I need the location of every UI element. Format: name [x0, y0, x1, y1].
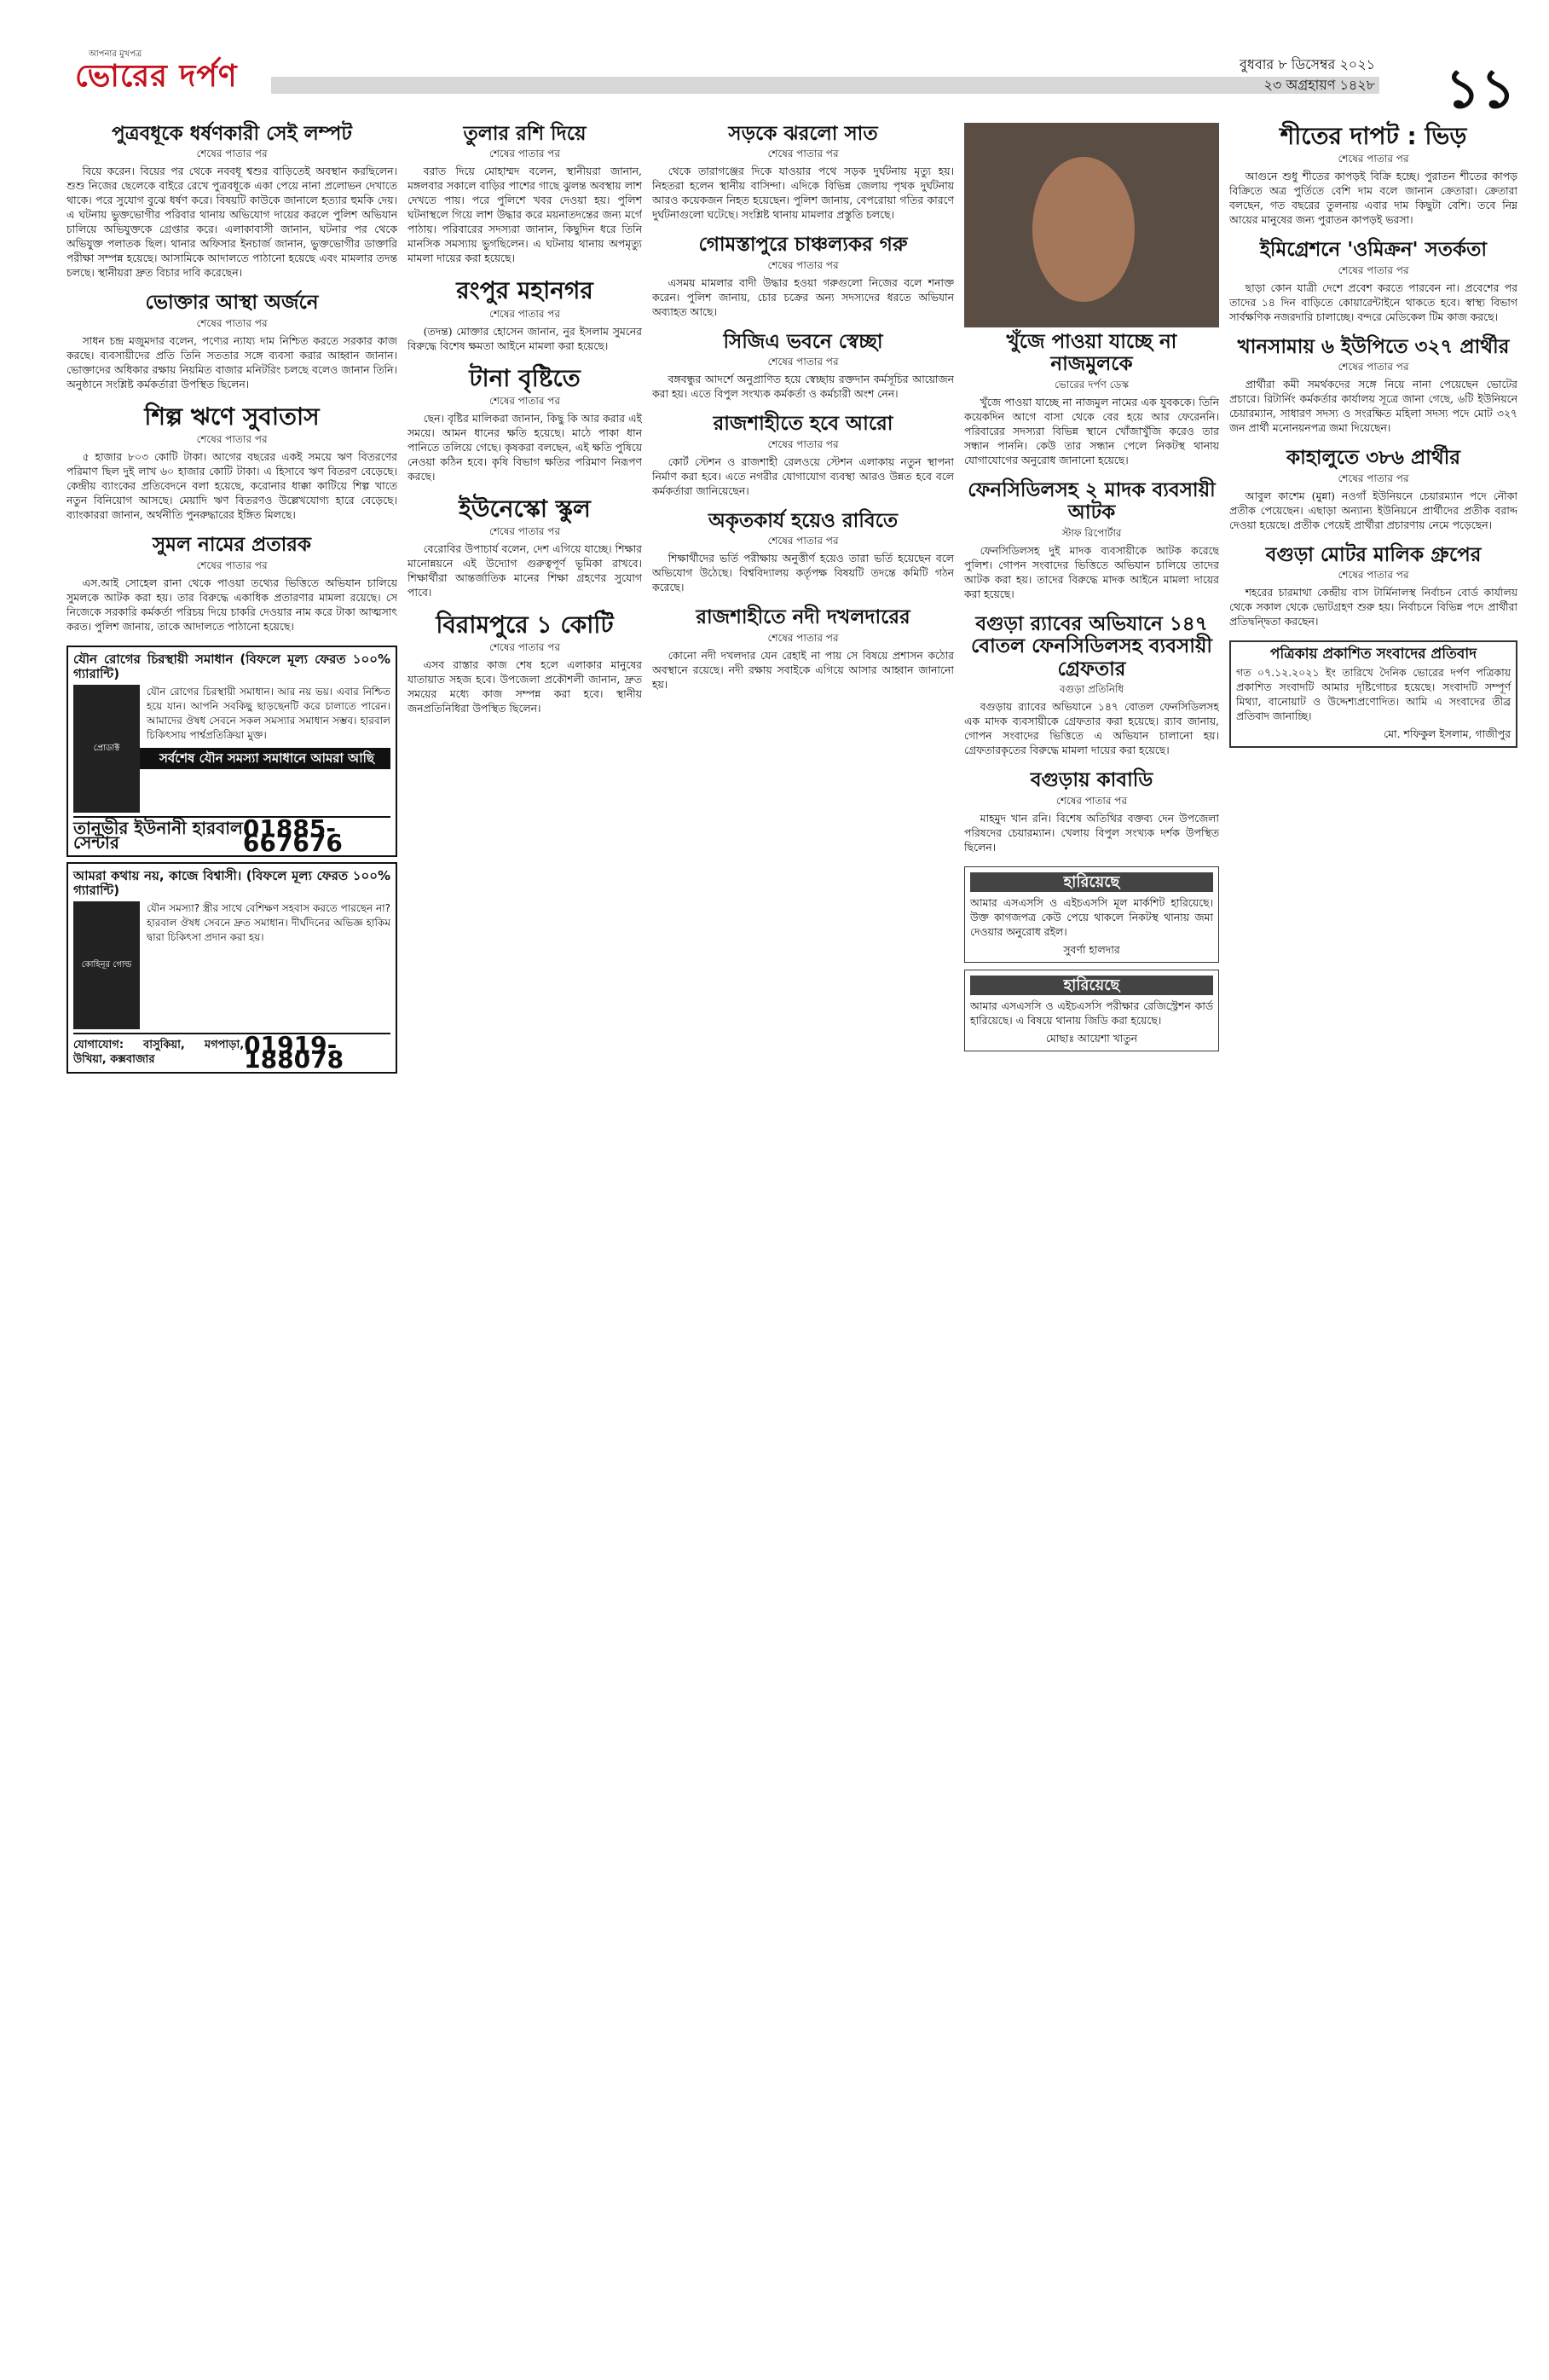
article-title: সুমল নামের প্রতারক	[152, 534, 312, 557]
protest-notice-body: গত ০৭.১২.২০২১ ইং তারিখে দৈনিক ভোরের দর্পণ পত্রিকায় প্রকাশিত সংবাদটি আমার দৃষ্টিগোচর হয়েছে। সংবাদটি সম্পূর্ণ মিথ্যা, বানোয়াট ও উদ্দেশ্যপ্রণোদিত। আমি এ সংবাদের তীব্র প্রতিবাদ জানাচ্ছি।	[1236, 665, 1511, 722]
ad-headline: আমরা কথায় নয়, কাজে বিশ্বাসী। (বিফলে মূল্য ফেরত ১০০% গ্যারান্টি)	[73, 867, 390, 898]
article	[652, 331, 954, 401]
article-title: ইউনেস্কো স্কুল	[459, 494, 591, 523]
article-title: গোমস্তাপুরে চাঞ্চল্যকর গরু	[698, 234, 908, 257]
ad-business-name: তানভীর ইউনানী হারবাল সেন্টার	[73, 817, 243, 853]
column-5	[1229, 119, 1517, 748]
article-title: খানসামায় ৬ ইউপিতে ৩২৭ প্রার্থীর	[1237, 335, 1510, 358]
issue-date-bangla: ২৩ অগ্রহায়ণ ১৪২৮	[1263, 77, 1375, 93]
article	[964, 479, 1219, 601]
column-1	[66, 119, 397, 1079]
article-title: ইমিগ্রেশনে 'ওমিক্রন' সতর্কতা	[1259, 239, 1488, 262]
article-body: শিক্ষার্থীদের ভর্তি পরীক্ষায় অনুত্তীর্ণ হয়েও তারা ভর্তি হয়েছেন বলে অভিযোগ উঠেছে। বিশ্ববিদ্যালয় কর্তৃপক্ষ বিষয়টি তদন্তে কমিটি গঠন করেছে।	[652, 552, 954, 594]
article-sub: শেষের পাতার পর	[1055, 794, 1128, 807]
person-photo	[964, 123, 1219, 327]
article-sub: শেষের পাতার পর	[196, 559, 268, 571]
lost-notice-signer: মোছাঃ আয়েশা খাতুন	[1045, 1031, 1138, 1045]
article	[1229, 544, 1517, 628]
article-body: থেকে তারাগঞ্জের দিকে যাওয়ার পথে সড়ক দুর্ঘটনায় মৃত্যু হয়। নিহতরা হলেন স্থানীয় বাসিন্দা। এদিকে বিভিন্ন জেলায় পৃথক দুর্ঘটনায় আরও কয়েকজন নিহত হয়েছেন। পুলিশ জানায়, বেপরোয়া গতির কারণে দুর্ঘটনাগুলো ঘটেছে। সংশ্লিষ্ট থানায় মামলার প্রস্তুতি চলছে।	[652, 165, 954, 222]
lost-notice-signer: সুবর্ণা হালদার	[1063, 942, 1120, 956]
article-sub: শেষের পাতার পর	[767, 258, 839, 271]
article-sub: শেষের পাতার পর	[767, 437, 839, 450]
article	[1229, 239, 1517, 323]
ad-bar: সর্বশেষ যৌন সমস্যা সমাধানে আমরা আছি	[73, 748, 390, 769]
column-3	[652, 119, 954, 704]
newspaper-logo	[66, 49, 246, 104]
article-body: ৫ হাজার ৮০৩ কোটি টাকা। আগের বছরের একই সময়ে ঋণ বিতরণের পরিমাণ ছিল দুই লাখ ৬০ হাজার কোটি টাকা। এ হিসাবে ঋণ বিতরণ বেড়েছে। কেন্দ্রীয় ব্যাংকের প্রতিবেদনে বলা হয়েছে, করোনার ধাক্কা কাটিয়ে শিল্প খাতে নতুন বিনিয়োগ আসছে। মেয়াদি ঋণ বিতরণও উল্লেখযোগ্য হারে বেড়েছে। ব্যাংকাররা জানান, অর্থনীতি পুনরুদ্ধারের ইঙ্গিত মিলছে।	[66, 450, 397, 522]
article-body: (তদন্ত) মোক্তার হোসেন জানান, নুর ইসলাম সুমনের বিরুদ্ধে বিশেষ ক্ষমতা আইনে মামলা করা হয়েছে।	[407, 324, 642, 352]
article-sub: শেষের পাতার পর	[767, 356, 839, 368]
advertisement	[66, 646, 397, 857]
article-title: বগুড়া র‍্যাবের অভিযানে ১৪৭ বোতল ফেনসিডিলসহ ব্যবসায়ী গ্রেফতার	[970, 612, 1213, 680]
photo-face	[1032, 157, 1135, 302]
article	[407, 123, 642, 265]
article	[652, 606, 954, 691]
article-title: পুত্রবধূকে ধর্ষণকারী সেই লম্পট	[112, 123, 352, 145]
ad-body: যৌন সমস্যা? স্ত্রীর সাথে বেশিক্ষণ সহবাস করতে পারছেন না? হারবাল ঔষধ সেবনে দ্রুত সমাধান। দীর্ঘদিনের অভিজ্ঞ হাকিম দ্বারা চিকিৎসা প্রদান করা হয়।	[147, 901, 390, 943]
article-title: তুলার রশি দিয়ে	[463, 123, 587, 145]
article	[407, 277, 642, 352]
article-body: বিয়ে করেন। বিয়ের পর থেকে নববধূ শ্বশুর বাড়িতেই অবস্থান করছিলেন। শুশু নিজের ছেলেকে বাইরে রেখে পুত্রবধূকে একা পেয়ে নানা প্রলোভন দেখাতে থাকে। পরে সুযোগ বুঝে ধর্ষণ করে। বিষয়টি কাউকে জানালে হত্যার হুমকি দেয়। এ ঘটনায় ভুক্তভোগীর পরিবার থানায় অভিযোগ দায়ের করলে পুলিশ অভিযান চালিয়ে অভিযুক্তকে গ্রেপ্তার করে। এলাকাবাসী জানান, ঘটনার পর থেকে অভিযুক্ত পলাতক ছিল। থানার অফিসার ইনচার্জ জানান, ভুক্তভোগীর ডাক্তারি পরীক্ষা সম্পন্ন হয়েছে। আসামিকে আদালতে পাঠানো হয়েছে এবং মামলার তদন্ত চলছে। স্থানীয়রা দ্রুত বিচার দাবি করেছেন।	[66, 165, 397, 280]
article	[407, 611, 642, 715]
article-body: ছেন। বৃষ্টির মালিকরা জানান, কিছু কি আর করার এই সময়ে। আমন ধানের ক্ষতি হয়েছে। মাঠে পাকা ধান পানিতে তলিয়ে গেছে। কৃষকরা বলছেন, এই ক্ষতি পুষিয়ে নেওয়া কঠিন হবে। কৃষি বিভাগ ক্ষতির পরিমাণ নিরূপণ করছে।	[407, 411, 642, 483]
lost-notice	[964, 866, 1219, 963]
issue-date-gregorian: বুধবার ৮ ডিসেম্বর ২০২১	[1239, 56, 1375, 72]
article-sub: স্টাফ রিপোর্টার	[1061, 526, 1122, 539]
advertisement	[66, 862, 397, 1074]
article-sub: শেষের পাতার পর	[488, 394, 561, 407]
article	[964, 331, 1219, 467]
protest-notice-title: পত্রিকায় প্রকাশিত সংবাদের প্রতিবাদ	[1269, 645, 1477, 663]
article-title: রংপুর মহানগর	[456, 276, 593, 305]
article	[66, 292, 397, 391]
article-sub: ভোরের দর্পণ ডেস্ক	[1055, 378, 1129, 391]
masthead	[66, 49, 1516, 121]
header-divider	[271, 77, 1379, 94]
article-sub: শেষের পাতার পর	[488, 148, 561, 160]
ad-phone: 01885-667676	[242, 814, 343, 857]
article-sub: শেষের পাতার পর	[1338, 472, 1409, 484]
article-title: বগুড়ায় কাবাডি	[1030, 769, 1153, 792]
article-sub: শেষের পাতার পর	[488, 307, 561, 320]
lost-notice-body: আমার এসএসসি ও এইচএসসি পরীক্ষার রেজিস্ট্রেশন কার্ড হারিয়েছে। এ বিষয়ে থানায় জিডি করা হয়েছে।	[970, 999, 1213, 1027]
article-body: এস.আই সোহেল রানা থেকে পাওয়া তথ্যের ভিত্তিতে অভিযান চালিয়ে সুমলকে আটক করা হয়। তার বিরুদ্ধে একাধিক প্রতারণার মামলা রয়েছে। সে নিজেকে সরকারি কর্মকর্তা পরিচয় দিয়ে চাকরি দেওয়ার নাম করে টাকা আত্মসাৎ করত। পুলিশ জানায়, তাকে আদালতে পাঠানো হয়েছে।	[66, 576, 397, 633]
protest-notice-signer: মো. শফিকুল ইসলাম, গাজীপুর	[1384, 727, 1511, 740]
ad-phone: 01919-188078	[244, 1030, 344, 1074]
article	[66, 534, 397, 633]
article-body: আগুনে শুধু শীতের কাপড়ই বিক্রি হচ্ছে। পুরাতন শীতের কাপড় বিক্রিতে অত্র পুর্তিতে বেশি দাম বলে জানান ক্রেতারা। ক্রেতারা বলছেন, গত বছরের তুলনায় এবার দাম কিছুটা বেশি। তবে নিম্ন আয়ের মানুষের জন্য পুরাতন কাপড়ই ভরসা।	[1229, 170, 1517, 227]
article-body: আবুল কাশেম (মুন্না) নওগাঁ ইউনিয়নে চেয়ারম্যান পদে নৌকা প্রতীক পেয়েছেন। এছাড়া অন্যান্য ইউনিয়নে প্রার্থীদের প্রতীক বরাদ্দ দেওয়া হয়েছে। প্রতীক পেয়েই প্রার্থীরা প্রচারণায় নেমে পড়েছেন।	[1229, 489, 1517, 531]
article	[1229, 123, 1517, 227]
article-sub: শেষের পাতার পর	[488, 525, 561, 537]
column-2	[407, 119, 642, 727]
article-title: রাজশাহীতে হবে আরো	[713, 413, 893, 436]
lost-notice-body: আমার এসএসসি ও এইচএসসি মূল মার্কশিট হারিয়েছে। উক্ত কাগজপত্র কেউ পেয়ে থাকলে নিকটস্থ থানায় জমা দেওয়ার অনুরোধ রইল।	[970, 895, 1213, 938]
article-sub: শেষের পাতার পর	[1338, 361, 1409, 374]
article-body: কোর্ট স্টেশন ও রাজশাহী রেলওয়ে স্টেশন এলাকায় নতুন স্থাপনা নির্মাণ করা হবে। এতে নগরীর যোগাযোগ ব্যবস্থা আরও উন্নত হবে বলে কর্মকর্তারা জানিয়েছেন।	[652, 455, 954, 497]
article-body: এসব রাস্তার কাজ শেষ হলে এলাকার মানুষের যাতায়াত সহজ হবে। উপজেলা প্রকৌশলী জানান, দ্রুত সময়ের মধ্যে কাজ সম্পন্ন করা হবে। স্থানীয় জনপ্রতিনিধিরা উপস্থিত ছিলেন।	[407, 658, 642, 715]
article-title: শিল্প ঋণে সুবাতাস	[144, 402, 320, 431]
article-title: রাজশাহীতে নদী দখলদারের	[696, 606, 910, 629]
article	[964, 613, 1219, 757]
article	[652, 510, 954, 594]
ad-product-image: কোহিনূর গোল্ড	[73, 901, 140, 1029]
article-title: বগুড়া মোটর মালিক গ্রুপের	[1265, 543, 1482, 566]
article	[652, 234, 954, 318]
ad-body: যৌন রোগের চিরস্থায়ী সমাধান। আর নয় ভয়। এবার নিশ্চিত হয়ে যান। আপনি সবকিছু ছাড়ছেনটি করে চালাতে পারেন। আমাদের ঔষধ সেবনে সকল সমস্যার সমাধান সম্ভব। হারবাল চিকিৎসায় পার্শ্বপ্রতিক্রিয়া মুক্ত।	[147, 685, 390, 741]
article-sub: শেষের পাতার পর	[767, 631, 839, 644]
article-title: ভোক্তার আস্থা অর্জনে	[145, 292, 319, 315]
article-title: কাহালুতে ৩৮৬ প্রার্থীর	[1286, 447, 1460, 470]
logo-text: ভোরের দর্পণ	[75, 59, 238, 94]
article	[964, 769, 1219, 854]
article-body: ছাড়া কোন যাত্রী দেশে প্রবেশ করতে পারবেন না। প্রবেশের পর তাদের ১৪ দিন বাড়িতে কোয়ারেন্টাইনে থাকতে হবে। স্বাস্থ্য বিভাগ সার্বক্ষণিক নজরদারি চালাচ্ছে। বন্দরে মেডিকেল টিম কাজ করছে।	[1229, 281, 1517, 323]
article-sub: শেষের পাতার পর	[1338, 263, 1409, 276]
article-body: সাধন চন্দ্র মজুমদার বলেন, পণ্যের ন্যায্য দাম নিশ্চিত করতে সরকার কাজ করছে। ব্যবসায়ীদের প্রতি তিনি সততার সঙ্গে ব্যবসা করার আহ্বান জানান। ভোক্তাদের অধিকার রক্ষায় নিয়মিত বাজার মনিটরিং চলছে বলেও জানান তিনি। অনুষ্ঠানে সংশ্লিষ্ট কর্মকর্তারা উপস্থিত ছিলেন।	[66, 333, 397, 391]
article-body: শহরের চারমাথা কেন্দ্রীয় বাস টার্মিনালস্থ নির্বাচন বোর্ড কার্যালয় থেকে সকাল থেকে ভোটগ্রহণ শুরু হয়। নির্বাচনে বিভিন্ন পদে প্রার্থীরা প্রতিদ্বন্দ্বিতা করছেন।	[1229, 585, 1517, 628]
article-sub: বগুড়া প্রতিনিধি	[1059, 683, 1124, 696]
article-body: ফেনসিডিলসহ দুই মাদক ব্যবসায়ীকে আটক করেছে পুলিশ। গোপন সংবাদের ভিত্তিতে অভিযান চালিয়ে তাদের আটক করা হয়। তাদের বিরুদ্ধে মাদক আইনে মামলা দায়ের করা হয়েছে।	[964, 543, 1219, 600]
article-body: কোনো নদী দখলদার যেন রেহাই না পায় সে বিষয়ে প্রশাসন কঠোর অবস্থানে রয়েছে। নদী রক্ষায় সবাইকে এগিয়ে আসার আহ্বান জানানো হয়।	[652, 648, 954, 691]
article	[407, 495, 642, 599]
logo-tagline: আপনার মুখপত্র	[89, 49, 142, 59]
column-4	[964, 119, 1219, 1051]
protest-notice	[1229, 640, 1517, 748]
article	[652, 123, 954, 222]
article-body: খুঁজে পাওয়া যাচ্ছে না নাজমুল নামের এক যুবককে। তিনি কয়েকদিন আগে বাসা থেকে বের হয়ে আর ফেরেননি। পরিবারের সদস্যরা বিভিন্ন স্থানে খোঁজাখুঁজি করেও তার সন্ধান পাননি। কেউ তার সন্ধান পেলে নিকটস্থ থানায় যোগাযোগের অনুরোধ জানানো হয়েছে।	[964, 395, 1219, 466]
article-sub: শেষের পাতার পর	[767, 535, 839, 547]
lost-notice-title: হারিয়েছে	[970, 872, 1213, 892]
lost-notice	[964, 970, 1219, 1051]
article-sub: শেষের পাতার পর	[196, 148, 268, 160]
ad-address: যোগাযোগ: বাসুকিয়া, মগপাড়া, উখিয়া, কক্সবাজার	[73, 1038, 245, 1066]
article-sub: শেষের পাতার পর	[1338, 568, 1409, 581]
article-title: ফেনসিডিলসহ ২ মাদক ব্যবসায়ী আটক	[968, 478, 1216, 524]
article-body: এসময় মামলার বাদী উদ্ধার হওয়া গরুগুলো নিজের বলে শনাক্ত করেন। পুলিশ জানায়, চোর চক্রের অন্য সদস্যদের ধরতে অভিযান অব্যাহত আছে।	[652, 275, 954, 318]
article-sub: শেষের পাতার পর	[196, 316, 268, 329]
article-title: অকৃতকার্য হয়েও রাবিতে	[708, 509, 899, 532]
article-title: সিজিএ ভবনে স্বেচ্ছা	[723, 330, 883, 353]
article-body: বেরোবির উপাচার্য বলেন, দেশ এগিয়ে যাচ্ছে। শিক্ষার মানোন্নয়নে এই উদ্যোগ গুরুত্বপূর্ণ ভূমিকা রাখবে। শিক্ষার্থীরা আন্তর্জাতিক মানের শিক্ষা গ্রহণের সুযোগ পাবে।	[407, 542, 642, 599]
article-body: বঙ্গবন্ধুর আদর্শে অনুপ্রাণিত হয়ে স্বেচ্ছায় রক্তদান কর্মসূচির আয়োজন করা হয়। এতে বিপুল সংখ্যক কর্মকর্তা ও কর্মচারী অংশ নেন।	[652, 373, 954, 401]
article-body: বগুড়ায় র‍্যাবের অভিযানে ১৪৭ বোতল ফেনসিডিলসহ এক মাদক ব্যবসায়ীকে গ্রেফতার করা হয়েছে। র‍্যাব জানায়, গোপন সংবাদের ভিত্তিতে এ অভিযান চালানো হয়। গ্রেফতারকৃতের বিরুদ্ধে মামলা দায়ের করা হয়েছে।	[964, 700, 1219, 757]
article-sub: শেষের পাতার পর	[1338, 153, 1409, 165]
article-title: বিরামপুরে ১ কোটি	[436, 611, 614, 639]
article	[66, 123, 397, 280]
article-body: মাহমুদ খান রনি। বিশেষ অতিথির বক্তব্য দেন উপজেলা পরিষদের চেয়ারম্যান। খেলায় বিপুল সংখ্যক দর্শক উপস্থিত ছিলেন।	[964, 811, 1219, 854]
article-sub: শেষের পাতার পর	[488, 641, 561, 654]
article	[652, 413, 954, 497]
ad-footer	[73, 1030, 390, 1074]
article-title: সড়কে ঝরলো সাত	[728, 123, 878, 145]
article-sub: শেষের পাতার পর	[767, 148, 839, 160]
article-title: খুঁজে পাওয়া যাচ্ছে না নাজমুলকে	[1006, 331, 1177, 376]
ad-product-image: প্রোডাক্ট	[73, 685, 140, 813]
article	[1229, 447, 1517, 531]
article	[407, 365, 642, 484]
page-number: ১১	[1444, 58, 1516, 121]
article	[66, 403, 397, 522]
article-title: টানা বৃষ্টিতে	[469, 363, 581, 392]
article-sub: শেষের পাতার পর	[196, 433, 268, 446]
ad-headline: যৌন রোগের চিরস্থায়ী সমাধান (বিফলে মূল্য ফেরত ১০০% গ্যারান্টি)	[73, 651, 390, 681]
article	[1229, 336, 1517, 435]
article-title: শীতের দাপট : ভিড়	[1280, 122, 1467, 150]
article-body: বরাত দিয়ে মোহাম্মদ বলেন, স্থানীয়রা জানান, মঙ্গলবার সকালে বাড়ির পাশের গাছে ঝুলন্ত অবস্থায় লাশ দেখতে পায়। পরে পুলিশে খবর দেওয়া হয়। পুলিশ ঘটনাস্থলে গিয়ে লাশ উদ্ধার করে ময়নাতদন্তের জন্য মর্গে পাঠায়। পরিবারের সদস্যরা জানান, কিছুদিন ধরে তিনি মানসিক সমস্যায় ভুগছিলেন। এ ঘটনায় থানায় অপমৃত্যু মামলা দায়ের করা হয়েছে।	[407, 165, 642, 265]
ad-footer	[73, 814, 390, 857]
article-body: প্রার্থীরা কমী সমর্থকদের সঙ্গে নিয়ে নানা পেয়েছেন ভোটের প্রচারে। রিটার্নিং কর্মকর্তার কার্যালয় সূত্রে জানা গেছে, ৬টি ইউনিয়নে চেয়ারম্যান, সাধারণ সদস্য ও সংরক্ষিত মহিলা সদস্য পদে মোট ৩২৭ জন প্রার্থী মনোনয়নপত্র জমা দিয়েছেন।	[1229, 378, 1517, 435]
lost-notice-title: হারিয়েছে	[970, 976, 1213, 995]
issue-date	[1240, 55, 1375, 96]
